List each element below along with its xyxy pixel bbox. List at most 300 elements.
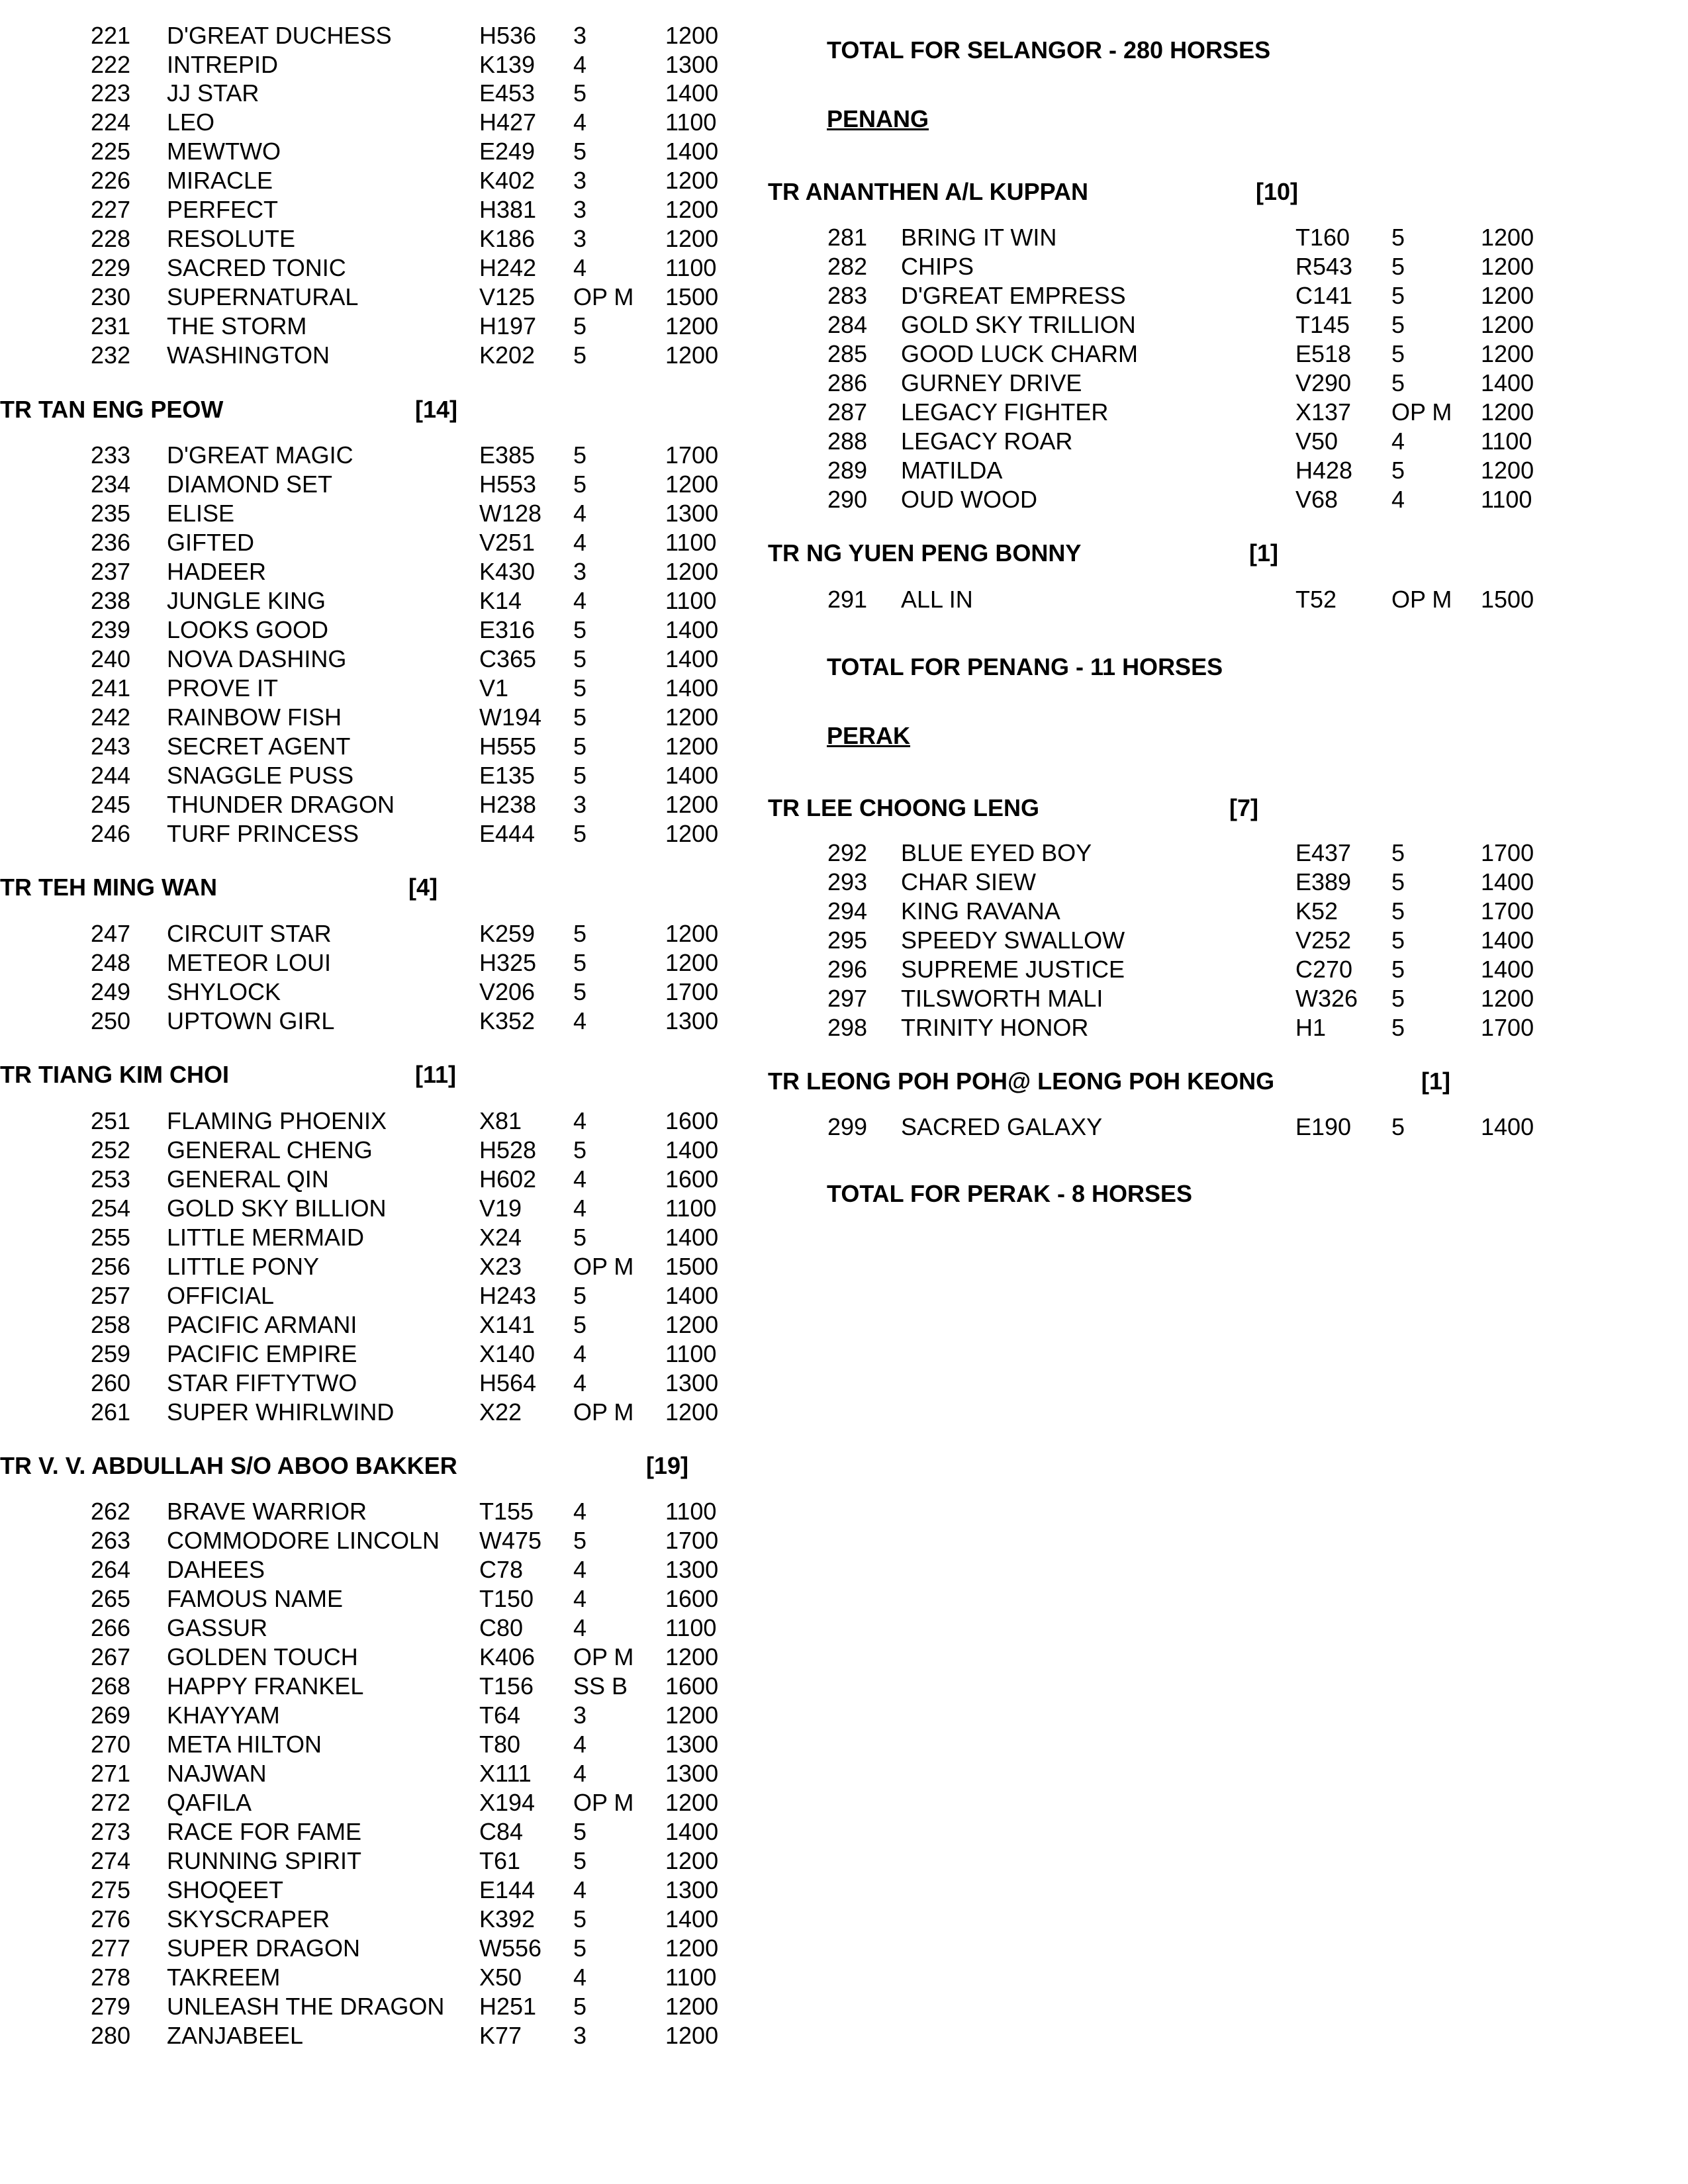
race-class: 5: [573, 616, 587, 643]
horse-entry-row: [0, 819, 768, 848]
trainer-header: [768, 1067, 1688, 1096]
horse-entry-row: [768, 984, 1688, 1013]
horse-name: WASHINGTON: [167, 341, 330, 369]
horse-code: W194: [479, 704, 542, 731]
horse-entry-row: [0, 1194, 768, 1223]
horse-name: DIAMOND SET: [167, 471, 333, 498]
entry-number: 262: [91, 1498, 131, 1525]
race-distance: 1200: [665, 312, 719, 340]
horse-code: E389: [1295, 868, 1352, 895]
horse-name: GOLDEN TOUCH: [167, 1643, 358, 1670]
race-class: 5: [1391, 224, 1405, 251]
entry-number: 268: [91, 1672, 131, 1700]
horse-name: UPTOWN GIRL: [167, 1007, 335, 1034]
race-class: 4: [573, 1614, 587, 1641]
entry-number: 270: [91, 1731, 131, 1758]
entry-number: 241: [91, 674, 131, 702]
race-class: 4: [573, 1760, 587, 1787]
entry-number: 258: [91, 1311, 131, 1338]
race-distance: 1400: [665, 1282, 719, 1309]
horse-name: SUPREME JUSTICE: [901, 956, 1125, 983]
race-class: 5: [1391, 253, 1405, 280]
horse-entry-row: [0, 1252, 768, 1281]
race-class: 5: [1391, 369, 1405, 396]
race-class: 5: [573, 920, 587, 947]
horse-name: GASSUR: [167, 1614, 268, 1641]
trainer-header: [768, 794, 1688, 823]
horse-code: V290: [1295, 369, 1352, 396]
entry-number: 285: [827, 340, 868, 367]
horse-code: E249: [479, 138, 536, 165]
horse-name: LEGACY ROAR: [901, 428, 1073, 455]
trainer-horse-count: [7]: [1229, 794, 1258, 821]
race-distance: 1200: [665, 225, 719, 252]
trainer-header: [0, 1060, 768, 1089]
horse-entry-row: [0, 1846, 768, 1876]
horse-entry-row: [0, 1788, 768, 1817]
horse-code: H536: [479, 22, 537, 49]
horse-entry-row: [768, 1013, 1688, 1042]
entry-number: 277: [91, 1934, 131, 1962]
race-class: 5: [573, 1282, 587, 1309]
horse-entry-row: [0, 645, 768, 674]
horse-code: R543: [1295, 253, 1353, 280]
race-distance: 1400: [665, 79, 719, 107]
trainer-header: [0, 873, 768, 902]
race-class: 5: [1391, 311, 1405, 338]
horse-entry-row: [768, 223, 1688, 252]
race-distance: 1700: [1481, 839, 1534, 866]
trainer-name: TR ANANTHEN A/L KUPPAN: [768, 178, 1088, 205]
entry-number: 275: [91, 1876, 131, 1903]
race-class: 4: [1391, 428, 1405, 455]
horse-code: C270: [1295, 956, 1353, 983]
race-class: 5: [573, 79, 587, 107]
horse-name: GIFTED: [167, 529, 254, 556]
horse-name: SNAGGLE PUSS: [167, 762, 354, 789]
horse-code: H564: [479, 1369, 537, 1396]
horse-name: META HILTON: [167, 1731, 322, 1758]
horse-name: PACIFIC EMPIRE: [167, 1340, 357, 1367]
trainer-header: [768, 177, 1688, 206]
entry-number: 228: [91, 225, 131, 252]
horse-code: H553: [479, 471, 537, 498]
horse-name: SECRET AGENT: [167, 733, 351, 760]
horse-name: MIRACLE: [167, 167, 273, 194]
race-distance: 1200: [665, 1789, 719, 1816]
horse-entry-row: [0, 1963, 768, 1992]
race-distance: 1200: [665, 471, 719, 498]
horse-entry-row: [0, 1992, 768, 2021]
horse-entry-row: [0, 1555, 768, 1584]
entry-number: 252: [91, 1136, 131, 1163]
race-class: 5: [573, 312, 587, 340]
race-class: 5: [573, 1311, 587, 1338]
horse-entry-row: [0, 1281, 768, 1310]
horse-code: K52: [1295, 897, 1338, 925]
horse-name: OFFICIAL: [167, 1282, 275, 1309]
horse-name: DAHEES: [167, 1556, 265, 1583]
race-distance: 1500: [665, 1253, 719, 1280]
entry-number: 229: [91, 254, 131, 281]
horse-entry-row: [0, 528, 768, 557]
horse-code: H528: [479, 1136, 537, 1163]
horse-code: H243: [479, 1282, 537, 1309]
horse-name: JJ STAR: [167, 79, 259, 107]
race-class: 5: [1391, 985, 1405, 1012]
horse-entry-row: [0, 1497, 768, 1526]
race-class: 3: [573, 22, 587, 49]
race-class: 4: [573, 109, 587, 136]
horse-code: H251: [479, 1993, 537, 2020]
horse-name: SACRED TONIC: [167, 254, 346, 281]
horse-entry-row: [0, 557, 768, 586]
state-total: TOTAL FOR PERAK - 8 HORSES: [827, 1180, 1193, 1207]
race-class: 4: [573, 1876, 587, 1903]
horse-entry-row: [0, 1007, 768, 1036]
entry-number: 250: [91, 1007, 131, 1034]
entry-number: 239: [91, 616, 131, 643]
race-distance: 1600: [665, 1585, 719, 1612]
horse-name: KHAYYAM: [167, 1702, 280, 1729]
race-class: 5: [1391, 340, 1405, 367]
horse-entry-row: [0, 1584, 768, 1614]
horse-name: GOLD SKY BILLION: [167, 1195, 387, 1222]
race-distance: 1100: [665, 254, 717, 281]
horse-code: E190: [1295, 1113, 1352, 1140]
entry-number: 254: [91, 1195, 131, 1222]
horse-name: UNLEASH THE DRAGON: [167, 1993, 445, 2020]
horse-code: T61: [479, 1847, 521, 1874]
entry-number: 264: [91, 1556, 131, 1583]
horse-code: K14: [479, 587, 522, 614]
race-class: 5: [573, 762, 587, 789]
race-class: 4: [573, 254, 587, 281]
entry-number: 226: [91, 167, 131, 194]
horse-name: TILSWORTH MALI: [901, 985, 1103, 1012]
horse-name: BRAVE WARRIOR: [167, 1498, 367, 1525]
race-distance: 1100: [665, 587, 717, 614]
trainer-header: [768, 539, 1688, 568]
horse-entry-row: [0, 312, 768, 341]
horse-entry-row: [0, 615, 768, 645]
horse-entry-row: [768, 868, 1688, 897]
entry-number: 233: [91, 441, 131, 469]
race-class: 4: [573, 500, 587, 527]
horse-code: X141: [479, 1311, 536, 1338]
race-class: 5: [573, 471, 587, 498]
race-distance: 1200: [665, 22, 719, 49]
entry-number: 295: [827, 927, 868, 954]
race-distance: 1700: [665, 1527, 719, 1554]
horse-code: H197: [479, 312, 537, 340]
race-distance: 1200: [1481, 282, 1534, 309]
horse-code: X23: [479, 1253, 522, 1280]
race-distance: 1400: [665, 762, 719, 789]
entry-number: 251: [91, 1107, 131, 1134]
race-distance: 1400: [665, 1818, 719, 1845]
entry-number: 290: [827, 486, 868, 513]
horse-code: W556: [479, 1934, 542, 1962]
horse-name: LOOKS GOOD: [167, 616, 329, 643]
horse-name: RAINBOW FISH: [167, 704, 342, 731]
race-distance: 1600: [665, 1672, 719, 1700]
race-class: 5: [573, 978, 587, 1005]
race-class: 4: [573, 1340, 587, 1367]
race-distance: 1200: [665, 1398, 719, 1426]
horse-entry-row: [0, 1165, 768, 1194]
entry-number: 257: [91, 1282, 131, 1309]
horse-code: X24: [479, 1224, 522, 1251]
horse-entry-row: [0, 1730, 768, 1759]
horse-code: T64: [479, 1702, 521, 1729]
race-class: 5: [573, 1934, 587, 1962]
entry-number: 297: [827, 985, 868, 1012]
race-distance: 1200: [665, 2022, 719, 2049]
trainer-horse-count: [1]: [1249, 539, 1278, 567]
race-distance: 1400: [1481, 868, 1534, 895]
race-distance: 1400: [665, 1224, 719, 1251]
entry-number: 244: [91, 762, 131, 789]
horse-code: T156: [479, 1672, 534, 1700]
horse-entry-row: [768, 897, 1688, 926]
race-distance: 1500: [665, 283, 719, 310]
race-class: 5: [1391, 1113, 1405, 1140]
horse-name: MEWTWO: [167, 138, 281, 165]
entry-number: 293: [827, 868, 868, 895]
race-distance: 1300: [665, 1876, 719, 1903]
race-class: 5: [1391, 956, 1405, 983]
race-class: OP M: [1391, 398, 1452, 426]
horse-name: STAR FIFTYTWO: [167, 1369, 357, 1396]
race-class: 4: [1391, 486, 1405, 513]
race-class: OP M: [573, 1789, 634, 1816]
horse-name: PACIFIC ARMANI: [167, 1311, 357, 1338]
horse-entry-row: [0, 1310, 768, 1340]
horse-code: X140: [479, 1340, 536, 1367]
horse-code: T150: [479, 1585, 534, 1612]
horse-name: SHOQEET: [167, 1876, 284, 1903]
race-distance: 1200: [1481, 311, 1534, 338]
horse-code: W128: [479, 500, 542, 527]
horse-code: K430: [479, 558, 536, 585]
horse-entry-row: [0, 978, 768, 1007]
race-class: OP M: [573, 1643, 634, 1670]
entry-number: 299: [827, 1113, 868, 1140]
race-distance: 1200: [665, 167, 719, 194]
horse-name: THE STORM: [167, 312, 307, 340]
entry-number: 235: [91, 500, 131, 527]
horse-entry-row: [0, 1672, 768, 1701]
race-distance: 1300: [665, 51, 719, 78]
horse-name: KING RAVANA: [901, 897, 1060, 925]
horse-name: SKYSCRAPER: [167, 1905, 330, 1933]
horse-name: FAMOUS NAME: [167, 1585, 344, 1612]
horse-entry-row: [0, 1136, 768, 1165]
entry-number: 240: [91, 645, 131, 672]
horse-code: V68: [1295, 486, 1338, 513]
entry-number: 256: [91, 1253, 131, 1280]
horse-code: H602: [479, 1165, 537, 1193]
race-distance: 1700: [665, 441, 719, 469]
horse-code: E144: [479, 1876, 536, 1903]
race-distance: 1500: [1481, 586, 1534, 613]
race-class: 5: [573, 441, 587, 469]
race-distance: 1100: [665, 1964, 717, 1991]
horse-name: SHYLOCK: [167, 978, 281, 1005]
entry-number: 288: [827, 428, 868, 455]
entry-number: 222: [91, 51, 131, 78]
race-distance: 1200: [665, 1847, 719, 1874]
race-distance: 1100: [1481, 428, 1532, 455]
horse-code: H555: [479, 733, 537, 760]
entry-number: 253: [91, 1165, 131, 1193]
horse-entry-row: [0, 1340, 768, 1369]
horse-code: X81: [479, 1107, 522, 1134]
race-class: 5: [573, 1993, 587, 2020]
race-class: 5: [573, 1136, 587, 1163]
entry-number: 255: [91, 1224, 131, 1251]
horse-code: K202: [479, 341, 536, 369]
race-distance: 1200: [665, 920, 719, 947]
entry-number: 298: [827, 1014, 868, 1041]
horse-entry-row: [0, 1876, 768, 1905]
horse-entry-row: [0, 1398, 768, 1427]
entry-number: 230: [91, 283, 131, 310]
horse-code: T145: [1295, 311, 1350, 338]
horse-entry-row: [768, 485, 1688, 514]
horse-entry-row: [0, 50, 768, 79]
horse-code: C78: [479, 1556, 524, 1583]
horse-name: BRING IT WIN: [901, 224, 1057, 251]
horse-code: X137: [1295, 398, 1352, 426]
trainer-horse-count: [14]: [415, 396, 458, 423]
race-distance: 1300: [665, 1731, 719, 1758]
horse-code: V50: [1295, 428, 1338, 455]
race-class: 5: [573, 949, 587, 976]
race-class: 4: [573, 1585, 587, 1612]
horse-entry-row: [0, 253, 768, 283]
horse-name: D'GREAT DUCHESS: [167, 22, 392, 49]
race-class: 5: [1391, 457, 1405, 484]
entry-number: 278: [91, 1964, 131, 1991]
race-class: 4: [573, 1964, 587, 1991]
horse-entry-row: [0, 703, 768, 732]
entry-number: 246: [91, 820, 131, 847]
horse-entry-row: [0, 674, 768, 703]
race-class: 5: [1391, 282, 1405, 309]
horse-entry-row: [768, 310, 1688, 340]
race-class: 5: [573, 138, 587, 165]
horse-entry-row: [0, 1934, 768, 1963]
horse-code: C80: [479, 1614, 524, 1641]
horse-name: TURF PRINCESS: [167, 820, 359, 847]
horse-code: H325: [479, 949, 537, 976]
horse-code: H1: [1295, 1014, 1327, 1041]
race-class: OP M: [573, 1398, 634, 1426]
horse-name: CHIPS: [901, 253, 974, 280]
horse-code: K259: [479, 920, 536, 947]
horse-entry-row: [0, 2021, 768, 2050]
race-distance: 1100: [665, 1498, 717, 1525]
horse-code: H428: [1295, 457, 1353, 484]
race-class: 3: [573, 791, 587, 818]
horse-code: E444: [479, 820, 536, 847]
trainer-horse-count: [19]: [646, 1452, 689, 1479]
race-class: 4: [573, 1007, 587, 1034]
race-class: 5: [573, 733, 587, 760]
horse-entry-row: [768, 926, 1688, 955]
race-class: 4: [573, 51, 587, 78]
horse-name: MATILDA: [901, 457, 1003, 484]
race-class: 4: [573, 529, 587, 556]
race-distance: 1400: [1481, 956, 1534, 983]
race-class: 4: [573, 1165, 587, 1193]
race-distance: 1200: [665, 341, 719, 369]
horse-entry-row: [0, 1614, 768, 1643]
race-class: 4: [573, 1498, 587, 1525]
horse-name: FLAMING PHOENIX: [167, 1107, 387, 1134]
race-distance: 1200: [665, 704, 719, 731]
entry-number: 243: [91, 733, 131, 760]
trainer-name: TR TIANG KIM CHOI: [0, 1061, 229, 1088]
horse-name: GENERAL CHENG: [167, 1136, 373, 1163]
horse-code: K77: [479, 2022, 522, 2049]
entry-number: 296: [827, 956, 868, 983]
horse-entry-row: [0, 195, 768, 224]
race-class: 4: [573, 1731, 587, 1758]
race-distance: 1200: [1481, 340, 1534, 367]
race-class: 5: [1391, 897, 1405, 925]
entry-number: 223: [91, 79, 131, 107]
horse-code: E437: [1295, 839, 1352, 866]
race-class: 5: [573, 1527, 587, 1554]
state-total: TOTAL FOR PENANG - 11 HORSES: [827, 653, 1223, 680]
race-distance: 1200: [665, 1934, 719, 1962]
race-distance: 1200: [665, 791, 719, 818]
race-class: 3: [573, 1702, 587, 1729]
horse-code: H381: [479, 196, 537, 223]
entry-number: 248: [91, 949, 131, 976]
horse-entry-row: [0, 1526, 768, 1555]
horse-entry-row: [0, 108, 768, 137]
race-distance: 1300: [665, 1369, 719, 1396]
race-distance: 1400: [1481, 1113, 1534, 1140]
race-distance: 1200: [1481, 224, 1534, 251]
horse-code: V251: [479, 529, 536, 556]
horse-name: RUNNING SPIRIT: [167, 1847, 362, 1874]
horse-name: NOVA DASHING: [167, 645, 347, 672]
entry-number: 292: [827, 839, 868, 866]
race-distance: 1200: [665, 196, 719, 223]
entry-number: 294: [827, 897, 868, 925]
race-class: OP M: [1391, 586, 1452, 613]
race-class: 5: [1391, 868, 1405, 895]
horse-name: CIRCUIT STAR: [167, 920, 332, 947]
race-distance: 1400: [665, 1905, 719, 1933]
horse-entry-row: [768, 839, 1688, 868]
race-distance: 1200: [1481, 457, 1534, 484]
horse-name: LITTLE MERMAID: [167, 1224, 365, 1251]
horse-entry-row: [0, 1643, 768, 1672]
entry-number: 274: [91, 1847, 131, 1874]
state-heading: PERAK: [827, 722, 911, 749]
horse-entry-row: [0, 948, 768, 978]
horse-entry-row: [0, 166, 768, 195]
horse-entry-row: [0, 761, 768, 790]
horse-entry-row: [0, 137, 768, 166]
horse-name: D'GREAT MAGIC: [167, 441, 353, 469]
